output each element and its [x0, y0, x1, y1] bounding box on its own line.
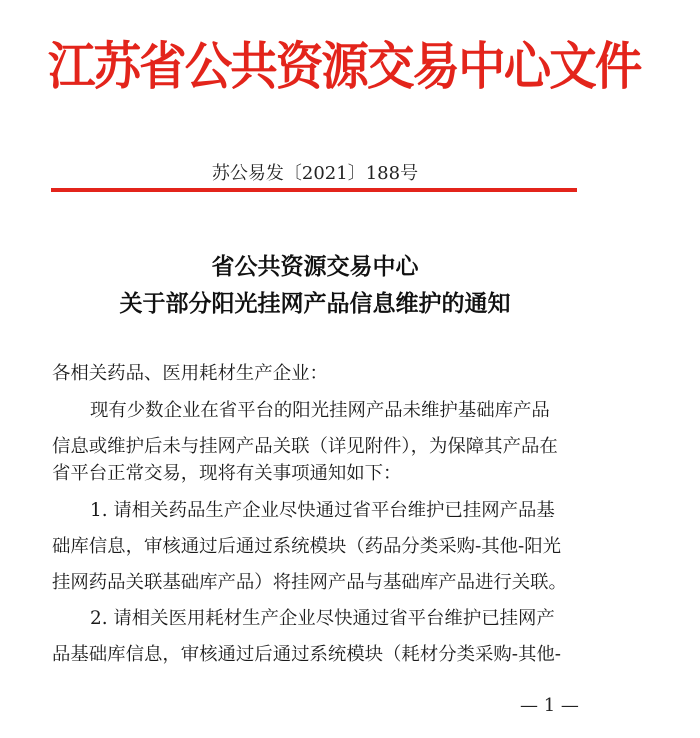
body-line: 1. 请相关药品生产企业尽快通过省平台维护已挂网产品基: [90, 500, 555, 521]
body-line: 挂网药品关联基础库产品）将挂网产品与基础库产品进行关联。: [52, 572, 567, 593]
body-line: 省平台正常交易，现将有关事项通知如下：: [52, 463, 402, 484]
body-line: 现有少数企业在省平台的阳光挂网产品未维护基础库产品: [90, 400, 550, 421]
notice-title-line-1: 省公共资源交易中心: [211, 254, 419, 280]
body-line: 信息或维护后未与挂网产品关联（详见附件），为保障其产品在: [52, 436, 558, 457]
issuer-title: 江苏省公共资源交易中心文件: [48, 38, 641, 97]
body-line: 础库信息，审核通过后通过系统模块（药品分类采购-其他-阳光: [52, 536, 561, 557]
body-line: 2. 请相关医用耗材生产企业尽快通过省平台维护已挂网产: [90, 608, 555, 629]
page-number: — 1 —: [520, 695, 579, 716]
notice-title-line-2: 关于部分阳光挂网产品信息维护的通知: [119, 291, 511, 317]
salutation: 各相关药品、医用耗材生产企业：: [52, 363, 328, 384]
body-line: 品基础库信息，审核通过后通过系统模块（耗材分类采购-其他-: [52, 644, 561, 665]
document-number: 苏公易发〔2021〕188号: [211, 163, 419, 184]
red-divider: [51, 188, 577, 192]
